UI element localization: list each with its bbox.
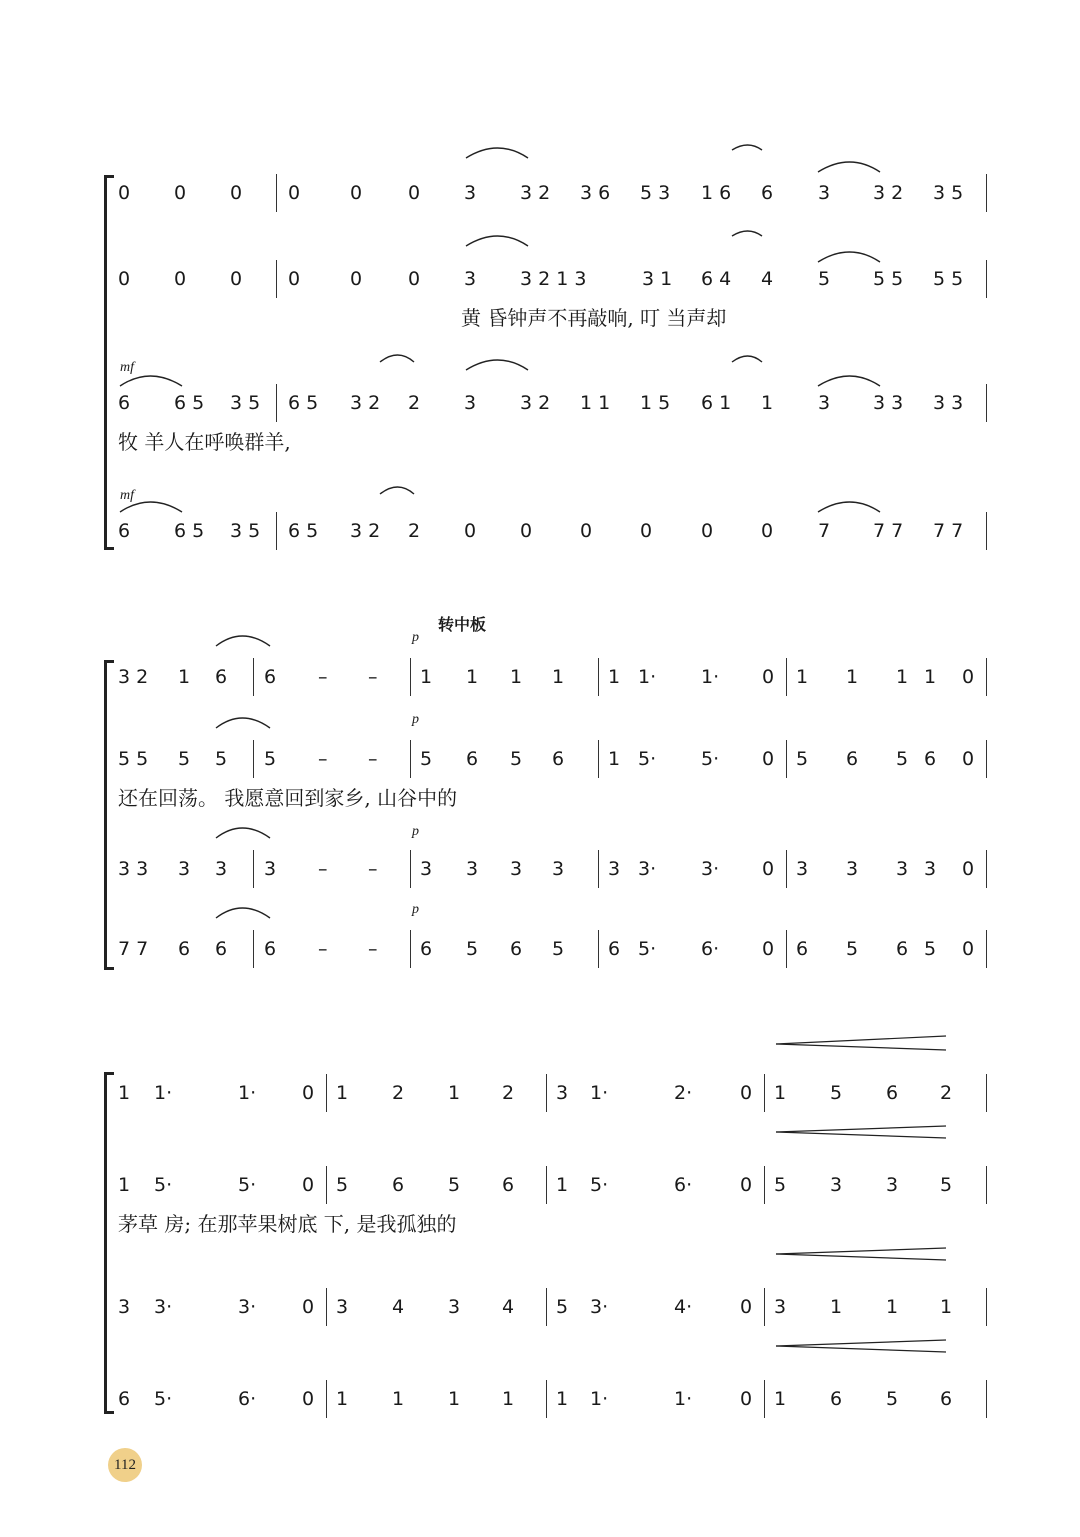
jianpu-notes: 0 0 0 0 0 0 3 3 2 3 6 5 3 1 6 6 3 3 2 3 5 (118, 176, 986, 210)
jianpu-notes: 3 3 3 3 3 – – 3 3 3 3 3 3· 3· 0 3 3 3 3 0 (118, 852, 986, 886)
jianpu-notes: 1 1· 1· 0 1 2 1 2 3 1· 2· 0 1 5 6 2 (118, 1076, 986, 1110)
dynamic-mf: mf (120, 360, 134, 375)
jianpu-notes: 3 2 1 6 6 – – 1 1 1 1 1 1· 1· 0 1 1 1 1 0 (118, 660, 986, 694)
dynamic-p: p (412, 902, 419, 917)
system-brace (104, 660, 117, 970)
lyrics-line (118, 1208, 986, 1236)
jianpu-notes: 0 0 0 0 0 0 3 3 2 1 3 3 1 6 4 4 5 5 5 5 5 (118, 262, 986, 296)
dynamic-p: p (412, 712, 419, 727)
jianpu-notes: 7 7 6 6 6 – – 6 5 6 5 6 5· 6· 0 6 5 6 5 0 (118, 932, 986, 966)
jianpu-notes: 6 6 5 3 5 6 5 3 2 2 3 3 2 1 1 1 5 6 1 1 3 3 3 3 3 (118, 386, 986, 420)
lyric-text: 黄 昏钟声不再敲响, 叮 当声却 (461, 306, 727, 330)
dynamic-mf: mf (120, 488, 134, 503)
jianpu-notes: 6 6 5 3 5 6 5 3 2 2 0 0 0 0 0 0 7 7 7 7 7 (118, 514, 986, 548)
system-brace (104, 175, 117, 550)
tempo-marking: 转中板 (438, 615, 487, 634)
jianpu-notes: 6 5· 6· 0 1 1 1 1 1 1· 1· 0 1 6 5 6 (118, 1382, 986, 1416)
lyric-text: 还在回荡。 我愿意回到家乡, 山谷中的 (118, 786, 458, 810)
dynamic-p: p (412, 630, 419, 645)
system-brace (104, 1072, 117, 1414)
jianpu-notes: 5 5 5 5 5 – – 5 6 5 6 1 5· 5· 0 5 6 5 6 0 (118, 742, 986, 776)
page-number-badge: 112 (108, 1448, 142, 1482)
lyrics-line (118, 426, 986, 454)
lyrics-line (118, 782, 986, 810)
dynamic-p: p (412, 824, 419, 839)
jianpu-notes: 1 5· 5· 0 5 6 5 6 1 5· 6· 0 5 3 3 5 (118, 1168, 986, 1202)
lyric-text: 牧 羊人在呼唤群羊, (118, 430, 291, 454)
lyric-text: 茅草 房; 在那苹果树底 下, 是我孤独的 (118, 1212, 457, 1236)
lyrics-line (118, 302, 986, 330)
jianpu-notes: 3 3· 3· 0 3 4 3 4 5 3· 4· 0 3 1 1 1 (118, 1290, 986, 1324)
